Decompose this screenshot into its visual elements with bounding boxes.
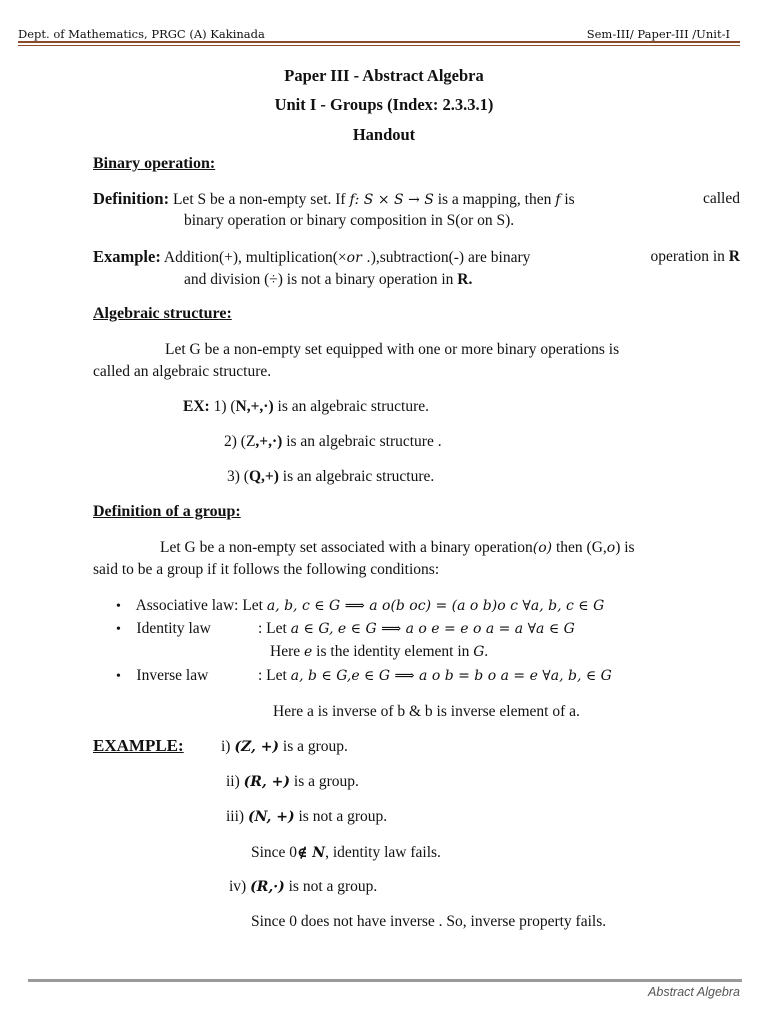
algebraic-ex3-pre: 3) ( xyxy=(227,468,249,485)
example-3-set: (N, +) xyxy=(247,809,295,825)
example-2 xyxy=(226,771,359,793)
example-line2-text: and division (÷) is not a binary operation in xyxy=(184,271,454,288)
binary-heading-text: Binary operation: xyxy=(93,155,216,172)
inverse-math: a, b ∈ G,e ∈ G ⟹ a o b = b o a = e ∀a, b, ∈ G xyxy=(290,668,612,684)
identity-here-post: is the identity element in xyxy=(316,643,470,660)
identity-here-e: e xyxy=(304,644,313,660)
footer-rule xyxy=(28,979,742,982)
identity-here-pre: Here xyxy=(270,643,301,660)
algebraic-ex3-set: Q,+) xyxy=(248,468,279,485)
examples-label-text: EXAMPLE: xyxy=(93,736,184,755)
bullet-icon: • xyxy=(116,622,121,637)
bullet-icon: • xyxy=(116,669,121,684)
example-2-pre: ii) xyxy=(226,773,240,790)
unit-title: Unit I - Groups (Index: 2.3.3.1) xyxy=(274,95,494,114)
header-sem: Sem-III/ Paper-III /Unit-I xyxy=(586,27,730,41)
example-line1 xyxy=(93,246,530,269)
example-4-pre: iv) xyxy=(229,878,247,895)
example-4 xyxy=(229,876,377,898)
identity-law-def xyxy=(258,618,575,640)
algebraic-heading-text: Algebraic structure: xyxy=(93,305,232,322)
example-3-since-math: ∉ N xyxy=(297,845,326,861)
group-para1-b: then (G, xyxy=(555,539,607,556)
example-3 xyxy=(226,806,387,828)
example-2-post: is a group. xyxy=(293,773,359,790)
algebraic-ex-label: EX: xyxy=(183,398,210,415)
inverse-here: Here a is inverse of b & b is inverse element of a. xyxy=(273,703,580,720)
algebraic-ex1-post: is an algebraic structure. xyxy=(277,398,430,415)
example-line2 xyxy=(184,269,472,291)
identity-law xyxy=(116,618,211,641)
group-para1 xyxy=(160,537,740,559)
algebraic-ex1-set: N,+,·) xyxy=(235,398,274,415)
definition-math2: f xyxy=(555,192,561,208)
algebraic-ex3-post: is an algebraic structure. xyxy=(282,468,435,485)
group-heading xyxy=(93,501,241,523)
example-4-set: (R,·) xyxy=(250,879,285,895)
associative-label: Associative law: Let xyxy=(135,597,263,614)
bullet-icon: • xyxy=(116,599,121,614)
inverse-law xyxy=(116,665,208,688)
algebraic-ex2-pre: 2) (Z xyxy=(224,433,256,450)
example-3-since-pre: Since 0 xyxy=(251,844,298,861)
inverse-law-def xyxy=(258,665,612,687)
group-para2: said to be a group if it follows the following conditions: xyxy=(93,561,440,578)
identity-pre: : Let xyxy=(258,620,287,637)
examples-label xyxy=(93,735,184,758)
identity-here xyxy=(270,641,488,663)
group-para1-a: Let G be a non-empty set associated with a binary operation xyxy=(160,539,533,556)
example-2-set: (R, +) xyxy=(243,774,291,790)
group-para1-op: (o) xyxy=(532,540,553,556)
associative-law xyxy=(116,595,604,618)
algebraic-ex2-set: ,+,·) xyxy=(255,433,283,450)
example-1-set: (Z, +) xyxy=(234,739,280,755)
algebraic-ex3 xyxy=(227,466,434,488)
definition-text2: is a mapping, then xyxy=(437,191,552,208)
algebraic-ex2-post: is an algebraic structure . xyxy=(286,433,442,450)
example-4-since: Since 0 does not have inverse . So, inverse property fails. xyxy=(251,913,607,930)
example-text3: operation in xyxy=(650,248,725,265)
example-1-post: is a group. xyxy=(282,738,348,755)
example-4-post: is not a group. xyxy=(288,878,378,895)
definition-text3: is xyxy=(564,191,575,208)
group-heading-text: Definition of a group: xyxy=(93,503,241,520)
example-text1: Addition(+), multiplication(× xyxy=(163,249,347,266)
algebraic-heading xyxy=(93,303,232,325)
example-text2: ),subtraction(-) are binary xyxy=(370,249,531,266)
algebraic-ex1 xyxy=(183,396,429,418)
example-R2: R. xyxy=(457,271,473,288)
identity-here-G: G. xyxy=(473,644,489,660)
header-rule-thin xyxy=(18,45,740,46)
example-3-since xyxy=(251,842,441,864)
algebraic-para2: called an algebraic structure. xyxy=(93,363,272,380)
group-para1-o: o xyxy=(606,540,616,556)
example-R: R xyxy=(728,248,740,265)
example-line1-end xyxy=(650,246,740,268)
example-3-since-post: , identity law fails. xyxy=(325,844,441,861)
definition-text1: Let S be a non-empty set. If xyxy=(172,191,346,208)
example-1-pre: i) xyxy=(221,738,231,755)
inverse-label: Inverse law xyxy=(136,667,209,684)
header-dept: Dept. of Mathematics, PRGC (A) Kakinada xyxy=(18,27,265,41)
header-rule xyxy=(18,41,740,43)
identity-label: Identity law xyxy=(136,620,211,637)
example-or: or . xyxy=(346,250,371,266)
footer-text: Abstract Algebra xyxy=(648,985,740,999)
example-label: Example: xyxy=(93,247,161,266)
definition-label: Definition: xyxy=(93,189,170,208)
group-para1-c: ) is xyxy=(615,539,635,556)
binary-heading xyxy=(93,153,215,175)
example-3-pre: iii) xyxy=(226,808,245,825)
definition-called: called xyxy=(702,190,740,207)
handout-title: Handout xyxy=(352,125,416,144)
algebraic-ex2 xyxy=(224,431,442,453)
definition-line1 xyxy=(93,188,741,211)
example-1 xyxy=(221,736,348,758)
algebraic-para1: Let G be a non-empty set equipped with one or more binary operations is xyxy=(165,341,620,358)
identity-math: a ∈ G, e ∈ G ⟹ a o e = e o a = a ∀a ∈ G xyxy=(290,621,575,637)
inverse-pre: : Let xyxy=(258,667,287,684)
associative-math: a, b, c ∈ G ⟹ a o(b oc) = (a o b)o c ∀a, b, c ∈ G xyxy=(266,598,605,614)
algebraic-ex1-pre: 1) ( xyxy=(213,398,236,415)
paper-title: Paper III - Abstract Algebra xyxy=(284,66,484,85)
definition-math1: f: S × S → S xyxy=(349,192,434,208)
example-3-post: is not a group. xyxy=(298,808,388,825)
definition-line2: binary operation or binary composition in S(or on S). xyxy=(184,212,515,229)
